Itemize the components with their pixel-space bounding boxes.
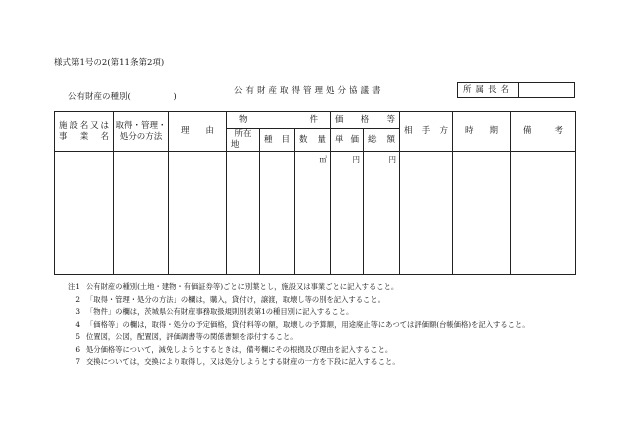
header-total: 総額 — [364, 129, 400, 152]
header-object: 物件 — [227, 112, 331, 129]
cell-period[interactable] — [453, 152, 511, 275]
note-item: 6 処分価格等について，減免しようとするときは，備考欄にその根拠及び理由を記入すること。 — [75, 344, 393, 354]
cell-unit-price[interactable] — [331, 152, 364, 275]
cell-counterparty[interactable] — [400, 152, 453, 275]
header-price: 価格等 — [331, 112, 400, 129]
cell-quantity[interactable] — [295, 152, 331, 275]
note-item: 3 「物件」の欄は，茨城県公有財産事務取扱規則別表第1の種目別に記入すること。 — [75, 307, 354, 316]
cell-total[interactable] — [364, 152, 400, 275]
header-remarks: 備考 — [511, 112, 576, 152]
agreement-table — [54, 111, 576, 275]
cell-reason[interactable] — [169, 152, 227, 275]
department-head-label: 所属長名 — [458, 83, 519, 97]
header-unit-price: 単価 — [331, 129, 364, 152]
note-item: 7 交換については，交換により取得し，又は処分しようとする財産の一方を下段に記入すること。 — [75, 357, 400, 366]
cell-location[interactable] — [227, 152, 260, 275]
department-head-field[interactable] — [519, 83, 574, 97]
header-facility: 施設名又は 事 業 名 — [55, 112, 114, 152]
unit-yen: 円 — [388, 155, 397, 164]
cell-category[interactable] — [260, 152, 295, 275]
unit-yen: 円 — [352, 155, 361, 164]
header-period: 時期 — [453, 112, 511, 152]
unit-square-meter: ㎡ — [319, 155, 328, 164]
form-number: 様式第1号の2(第11条第2項) — [54, 58, 165, 68]
table-row — [55, 152, 576, 275]
header-quantity: 数量 — [295, 129, 331, 152]
cell-remarks[interactable] — [511, 152, 576, 275]
cell-facility[interactable] — [55, 152, 114, 275]
page-title: 公有財産取得管理処分協議書 — [234, 86, 384, 96]
header-category: 種目 — [260, 129, 295, 152]
note-item: 注1 公有財産の種別(土地・建物・有価証券等)ごとに別葉とし，施設又は事業ごとに記入すること。 — [68, 282, 399, 291]
note-item: 5 位置図，公図，配置図，評価調書等の関係書類を添付すること。 — [75, 332, 298, 341]
department-head-box — [457, 82, 575, 98]
note-item: 2 「取得・管理・処分の方法」の欄は，購入，貸付け，譲渡，取壊し等の別を記入すること。 — [75, 294, 385, 304]
header-counterparty: 相手方 — [400, 112, 453, 152]
note-item: 4 「価格等」の欄は，取得・処分の予定価格，貸付料等の額，取壊しの予算額，用途廃止等にあつては評価額(台帳価格)を記入すること。 — [75, 319, 530, 329]
header-action: 取得・管理・ 処分の方法 — [114, 112, 169, 152]
header-reason: 理由 — [169, 112, 227, 152]
header-location: 所在地 — [227, 129, 260, 152]
property-kind: 公有財産の種別( ) — [68, 92, 177, 102]
notes — [62, 281, 530, 369]
cell-action[interactable] — [114, 152, 169, 275]
